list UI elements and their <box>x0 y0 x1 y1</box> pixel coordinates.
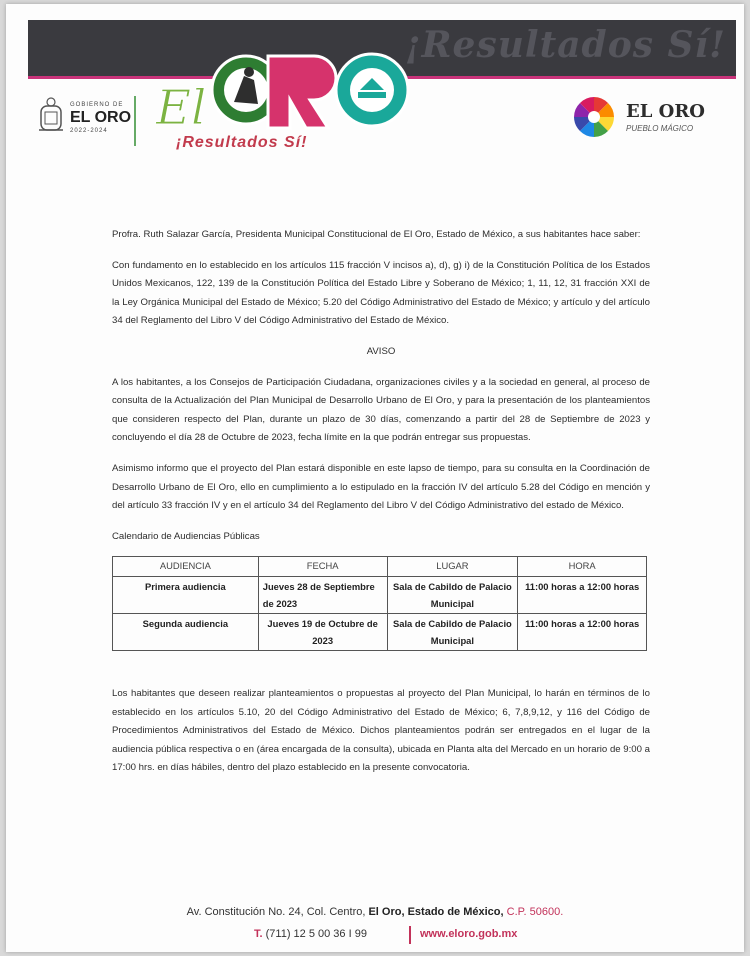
pueblo-logo-line1: EL ORO <box>626 101 705 122</box>
gov-logo-line2: EL ORO <box>70 109 132 126</box>
footer-address <box>6 906 744 918</box>
paragraph-notice: A los habitantes, a los Consejos de Participación Ciudadana, organizaciones civiles y a la sociedad en general, al proceso de consulta de la Actualización del Plan Municipal de Desarrollo Urbano de El Oro, y para la presentación de los planteamientos que consideren respecto del Plan, durante un plazo de 30 días, comenzando a partir del 28 de Septiembre de 2023 y concluyendo el día 28 de Octubre de 2023, fecha límite en la que podrán entregar sus propuestas. <box>112 376 650 444</box>
document-body <box>112 226 650 790</box>
paragraph-availability: Asimismo informo que el proyecto del Plan estará disponible en este lapso de tiempo, para su consulta en la Coordinación de Desarrollo Urbano de El Oro, ello en cumplimiento a lo estipulado en la fracción IV del artículo 5.28 del Código en mención y del artículo 33 fracción IV y en el artículo 34 del Reglamento del Libro V del Código Administrativo del estado de México. <box>112 462 650 512</box>
gov-logo-separator <box>134 96 136 146</box>
footer-phone-label: T. <box>254 928 263 940</box>
footer-separator <box>409 926 411 944</box>
pueblo-logo-line2: PUEBLO MÁGICO <box>626 124 694 133</box>
table-row <box>113 613 647 650</box>
table-cell-audiencia: Segunda audiencia <box>113 613 259 650</box>
footer-address-city: El Oro, <box>368 906 405 918</box>
audiences-table <box>112 556 647 651</box>
table-header-cell: FECHA <box>258 557 387 577</box>
footer-address-state: Estado de México, <box>407 906 504 918</box>
paragraph-greeting: Profra. Ruth Salazar García, Presidenta Municipal Constitucional de El Oro, Estado de México, a sus habitantes hace saber: <box>112 229 641 240</box>
paragraph-submission: Los habitantes que deseen realizar planteamientos o propuestas al proyecto del Plan Municipal, lo harán en términos de lo establecido en los artículos 5.10, 20 del Código Administrativo del Estado de México; 6, 7,8,9,12, y 116 del Código de Procedimientos Administrativos del Estado de México. Dichos planteamientos podrán ser entregados en el lugar de la audiencia pública respectiva o en (área encargada de la consulta), ubicada en Planta alta del Mercado en un horario de 9:00 a 17:00 hrs. en días hábiles, dentro del plazo establecido en la presente convocatoria. <box>112 687 650 774</box>
table-header-cell: HORA <box>518 557 647 577</box>
slogan: ¡Resultados Sí! <box>176 134 308 151</box>
aviso-heading: AVISO <box>366 345 396 357</box>
gov-logo-line3: 2022-2024 <box>70 128 108 134</box>
table-cell-fecha: Jueves 19 de Octubre de 2023 <box>258 613 387 650</box>
paragraph-legal-basis: Con fundamento en lo establecido en los artículos 115 fracción V incisos a), d), g) i) de la Constitución Política de los Estados Unidos Mexicanos, 122, 139 de la Constitución Política del Estado Libre y Soberano de México; 1, 11, 12, 31 fracción XXI de la Ley Orgánica Municipal del Estado de México; 5.20 del Código Administrativo del Estado de México; y artículo y del artículo 34 del Reglamento del Libro V del Código Administrativo del Estado de México. <box>112 259 650 327</box>
government-logo <box>30 92 140 142</box>
table-cell-fecha: Jueves 28 de Septiembre de 2023 <box>258 576 387 613</box>
footer-postal-code: C.P. 50600. <box>506 906 564 918</box>
footer-contact <box>6 928 744 944</box>
table-cell-audiencia: Primera audiencia <box>113 576 259 613</box>
table-row <box>113 576 647 613</box>
footer-website-link[interactable]: www.eloro.gob.mx <box>420 928 518 940</box>
table-cell-hora: 11:00 horas a 12:00 horas <box>518 613 647 650</box>
table-cell-hora: 11:00 horas a 12:00 horas <box>518 576 647 613</box>
logo-script-text: El <box>156 80 207 136</box>
gov-logo-line1: GOBIERNO DE <box>70 102 124 108</box>
footer-phone <box>254 928 367 940</box>
table-header-cell: LUGAR <box>387 557 518 577</box>
footer-phone-value: (711) 12 5 00 36 I 99 <box>265 928 367 940</box>
header-band-text: ¡Resultados Sí! <box>404 24 726 66</box>
document-page <box>6 4 744 952</box>
table-cell-lugar: Sala de Cabildo de Palacio Municipal <box>387 576 518 613</box>
table-header-cell: AUDIENCIA <box>113 557 259 577</box>
calendar-title: Calendario de Audiencias Públicas <box>112 530 260 542</box>
table-cell-lugar: Sala de Cabildo de Palacio Municipal <box>387 613 518 650</box>
municipal-seal-icon <box>36 96 66 136</box>
footer-address-prefix: Av. Constitución No. 24, Col. Centro, <box>186 906 366 918</box>
table-header-row <box>113 557 647 577</box>
logo-r-letter <box>268 56 336 128</box>
